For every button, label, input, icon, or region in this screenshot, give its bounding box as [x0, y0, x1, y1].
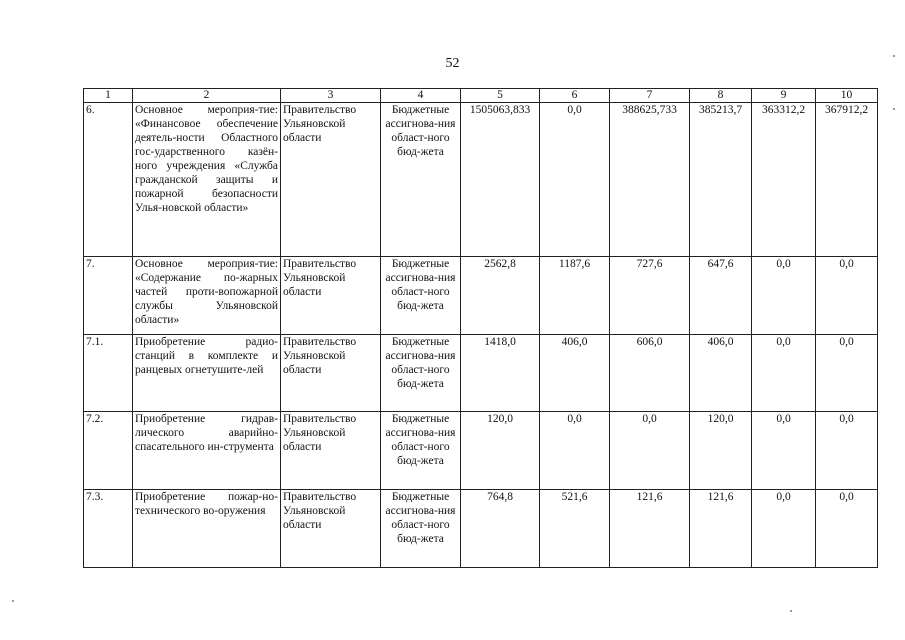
column-header: 7 — [610, 89, 690, 103]
budget-table — [83, 88, 878, 568]
year-value: 0,0 — [752, 490, 816, 568]
year-value: 0,0 — [816, 257, 878, 335]
year-value: 121,6 — [610, 490, 690, 568]
activity-name: Приобретение радио-станций в комплекте и ранцевых огнетушите-лей — [133, 335, 281, 412]
row-number: 7.3. — [84, 490, 133, 568]
year-value: 406,0 — [690, 335, 752, 412]
table-row — [84, 257, 878, 335]
column-header: 5 — [461, 89, 540, 103]
table-row — [84, 103, 878, 257]
header-row — [84, 89, 878, 103]
total-value: 764,8 — [461, 490, 540, 568]
executor: Правительство Ульяновской области — [281, 490, 381, 568]
total-value: 1505063,833 — [461, 103, 540, 257]
column-header: 4 — [381, 89, 461, 103]
total-value: 1418,0 — [461, 335, 540, 412]
executor: Правительство Ульяновской области — [281, 412, 381, 490]
executor: Правительство Ульяновской области — [281, 257, 381, 335]
row-number: 6. — [84, 103, 133, 257]
year-value: 121,6 — [690, 490, 752, 568]
scan-speck — [12, 600, 14, 602]
scan-speck — [790, 610, 792, 612]
column-header: 3 — [281, 89, 381, 103]
funding-source: Бюджетные ассигнова-ния област-ного бюд-жета — [381, 103, 461, 257]
column-header: 2 — [133, 89, 281, 103]
year-value: 727,6 — [610, 257, 690, 335]
scan-speck — [893, 55, 895, 57]
year-value: 367912,2 — [816, 103, 878, 257]
activity-name: Основное мероприя-тие: «Содержание по-жарных частей проти-вопожарной службы Ульяновской области» — [133, 257, 281, 335]
page-number: 52 — [445, 56, 460, 71]
funding-source: Бюджетные ассигнова-ния област-ного бюд-жета — [381, 257, 461, 335]
year-value: 0,0 — [752, 412, 816, 490]
year-value: 521,6 — [540, 490, 610, 568]
year-value: 647,6 — [690, 257, 752, 335]
executor: Правительство Ульяновской области — [281, 103, 381, 257]
year-value: 0,0 — [540, 103, 610, 257]
funding-source: Бюджетные ассигнова-ния област-ного бюд-жета — [381, 490, 461, 568]
table-row — [84, 490, 878, 568]
total-value: 2562,8 — [461, 257, 540, 335]
year-value: 385213,7 — [690, 103, 752, 257]
year-value: 0,0 — [816, 335, 878, 412]
column-header: 6 — [540, 89, 610, 103]
year-value: 1187,6 — [540, 257, 610, 335]
row-number: 7.1. — [84, 335, 133, 412]
year-value: 0,0 — [540, 412, 610, 490]
activity-name: Приобретение гидрав-лического аварийно-спасательного ин-струмента — [133, 412, 281, 490]
row-number: 7. — [84, 257, 133, 335]
year-value: 406,0 — [540, 335, 610, 412]
year-value: 0,0 — [610, 412, 690, 490]
scan-speck — [893, 108, 895, 110]
activity-name: Приобретение пожар-но-технического во-оружения — [133, 490, 281, 568]
funding-source: Бюджетные ассигнова-ния област-ного бюд-жета — [381, 335, 461, 412]
funding-source: Бюджетные ассигнова-ния област-ного бюд-жета — [381, 412, 461, 490]
year-value: 606,0 — [610, 335, 690, 412]
year-value: 388625,733 — [610, 103, 690, 257]
year-value: 0,0 — [816, 490, 878, 568]
executor: Правительство Ульяновской области — [281, 335, 381, 412]
year-value: 0,0 — [752, 257, 816, 335]
year-value: 0,0 — [816, 412, 878, 490]
activity-name: Основное мероприя-тие: «Финансовое обеспечение деятель-ности Областного гос-ударственного казён-ного учреждения «Служба гражданской защиты и пожарной безопасности Улья-новской области» — [133, 103, 281, 257]
total-value: 120,0 — [461, 412, 540, 490]
column-header: 1 — [84, 89, 133, 103]
column-header: 9 — [752, 89, 816, 103]
table-row — [84, 335, 878, 412]
table-row — [84, 412, 878, 490]
year-value: 0,0 — [752, 335, 816, 412]
column-header: 10 — [816, 89, 878, 103]
year-value: 120,0 — [690, 412, 752, 490]
column-header: 8 — [690, 89, 752, 103]
year-value: 363312,2 — [752, 103, 816, 257]
row-number: 7.2. — [84, 412, 133, 490]
